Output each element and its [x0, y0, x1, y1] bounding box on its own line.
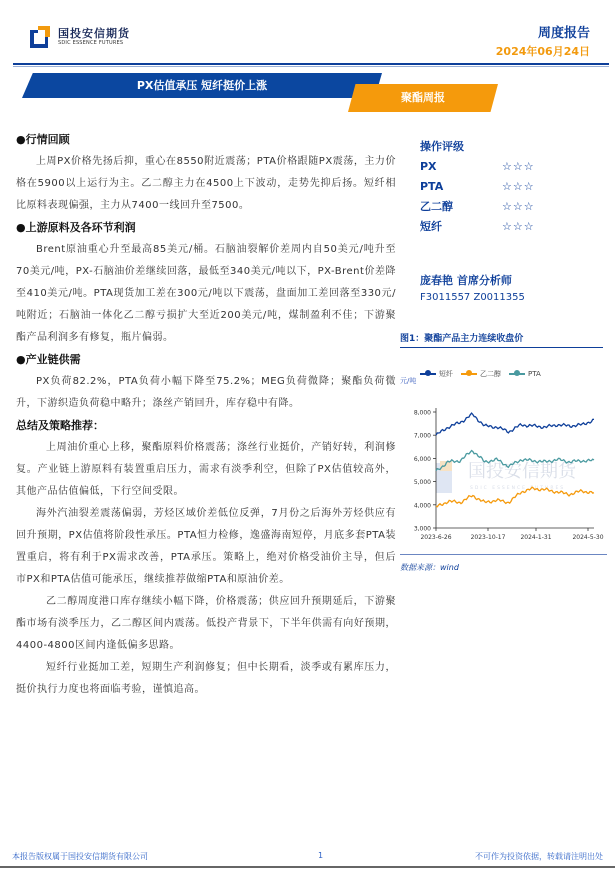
y-axis-unit: 元/吨	[400, 377, 417, 385]
rating-row	[420, 197, 605, 217]
page-number: 1	[318, 851, 324, 860]
analyst-license-ids: F3011557 Z0011355	[420, 292, 525, 303]
rating-row	[420, 217, 605, 237]
supply-demand-paragraph: PX负荷82.2%，PTA负荷小幅下降至75.2%；MEG负荷微降；聚酯负荷微升，下游织造负荷稳中略升；涤丝产销回升，库存稳中有降。	[16, 376, 396, 409]
section-heading-supply-demand: ●产业链供需	[16, 353, 81, 366]
svg-text:2024-1-31: 2024-1-31	[520, 534, 552, 541]
figure-title: 图1：聚酯产品主力连续收盘价	[400, 334, 524, 344]
svg-text:7,000: 7,000	[413, 432, 431, 440]
price-chart	[398, 365, 608, 545]
star-icon: ☆☆☆	[502, 200, 535, 213]
rating-row	[420, 177, 605, 197]
figure-divider	[400, 347, 603, 348]
section-heading-market-review: ●行情回顾	[16, 133, 70, 146]
section-heading-upstream-profit: ●上游原料及各环节利润	[16, 221, 136, 234]
rating-product: PTA	[420, 180, 444, 193]
legend-label: 乙二醇	[480, 370, 501, 378]
star-icon: ☆☆☆	[502, 220, 535, 233]
market-review-paragraph: 上周PX价格先扬后抑，重心在8550附近震荡；PTA价格跟随PX震荡，主力价格在5900以上运行为主。乙二醇主力在4500上下波动，走势先抑后扬。短纤相比原料表现偏强，主力从7400一线回升至7500。	[16, 156, 396, 211]
report-series: 聚酯周报	[401, 91, 445, 104]
rating-product: 短纤	[420, 220, 442, 233]
logo-mark-icon	[30, 26, 52, 48]
svg-text:3,000: 3,000	[413, 525, 431, 533]
legend-label: 短纤	[439, 370, 453, 378]
main-content	[16, 129, 396, 701]
disclaimer: 不可作为投资依据，转载请注明出处	[475, 852, 603, 861]
svg-text:SDIC ESSENCE FUTURES: SDIC ESSENCE FUTURES	[470, 486, 566, 491]
analyst-name: 庞春艳 首席分析师	[420, 274, 512, 287]
rating-row	[420, 157, 605, 177]
header-divider	[13, 63, 609, 65]
svg-text:2023-6-26: 2023-6-26	[420, 534, 452, 541]
svg-text:4,000: 4,000	[413, 502, 431, 510]
svg-text:2024-5-30: 2024-5-30	[572, 534, 604, 541]
rating-product: PX	[420, 160, 437, 173]
logo-name-cn: 国投安信期货	[58, 27, 130, 40]
logo-name-en: SDIC ESSENCE FUTURES	[58, 40, 124, 46]
rating-title: 操作评级	[420, 140, 464, 153]
svg-text:国投安信期货: 国投安信期货	[468, 461, 576, 482]
data-source: 数据来源：wind	[400, 563, 459, 572]
report-type: 周度报告	[537, 26, 590, 41]
report-date: 2024年06月24日	[495, 45, 590, 58]
summary-paragraph-4: 短纤行业挺加工差，短期生产利润修复；但中长期看，淡季或有累库压力，挺价执行力度也将面临考验，谨慎追高。	[16, 662, 396, 695]
legend-label: PTA	[528, 370, 541, 378]
star-icon: ☆☆☆	[502, 180, 535, 193]
report-title: PX估值承压 短纤挺价上涨	[136, 79, 268, 92]
upstream-profit-paragraph: Brent原油重心升至最高85美元/桶。石脑油裂解价差周内自50美元/吨升至70美元/吨，PX-石脑油价差继续回落，最低至340美元/吨以下，PX-Brent价差降至410美元/吨。PTA现货加工差在300元/吨以下震荡，盘面加工差回落至330元/吨附近；石脑油一体化乙二醇亏损扩大至近200美元/吨，煤制盈利不佳；下游聚酯产品利润多有修复，瓶片偏弱。	[16, 244, 396, 343]
summary-paragraph-3: 乙二醇周度港口库存继续小幅下降，价格震荡；供应回升预期延后，下游聚酯市场有淡季压力，乙二醇区间内震荡。低投产背景下，下半年供需有向好预期，4400-4800区间内逢低偏多思路。	[16, 596, 396, 651]
chart-divider	[400, 554, 607, 555]
svg-text:5,000: 5,000	[413, 479, 431, 487]
svg-text:6,000: 6,000	[413, 455, 431, 463]
copyright-notice: 本报告版权属于国投安信期货有限公司	[12, 852, 148, 861]
rating-product: 乙二醇	[420, 200, 453, 213]
summary-paragraph-2: 海外汽油裂差震荡偏弱，芳烃区域价差低位反弹，7月份之后海外芳烃供应有回升预期，PX估值将阶段性承压。PTA恒力检修，逸盛海南短停，月底多套PTA装置重启，将有利于PX需求改善，PTA承压。策略上，绝对价格受油价主导，但后市PX和PTA估值可能承压，继续推荐做缩PTA和原油价差。	[16, 508, 396, 585]
svg-text:8,000: 8,000	[413, 409, 431, 417]
rating-panel	[420, 137, 605, 237]
svg-text:2023-10-17: 2023-10-17	[470, 534, 506, 541]
chart-plot	[398, 365, 608, 545]
header-divider-thin	[13, 66, 609, 67]
company-logo	[30, 26, 130, 48]
star-icon: ☆☆☆	[502, 160, 535, 173]
summary-paragraph-1: 上周油价重心上移，聚酯原料价格震荡；涤丝行业挺价，产销好转，利润修复。产业链上游原料有装置重启压力，需求有淡季利空，但除了PX估值较高外，其他产品估值偏低，下行空间受限。	[16, 442, 396, 497]
section-heading-summary: 总结及策略推荐：	[16, 419, 104, 432]
footer-divider	[0, 866, 615, 868]
